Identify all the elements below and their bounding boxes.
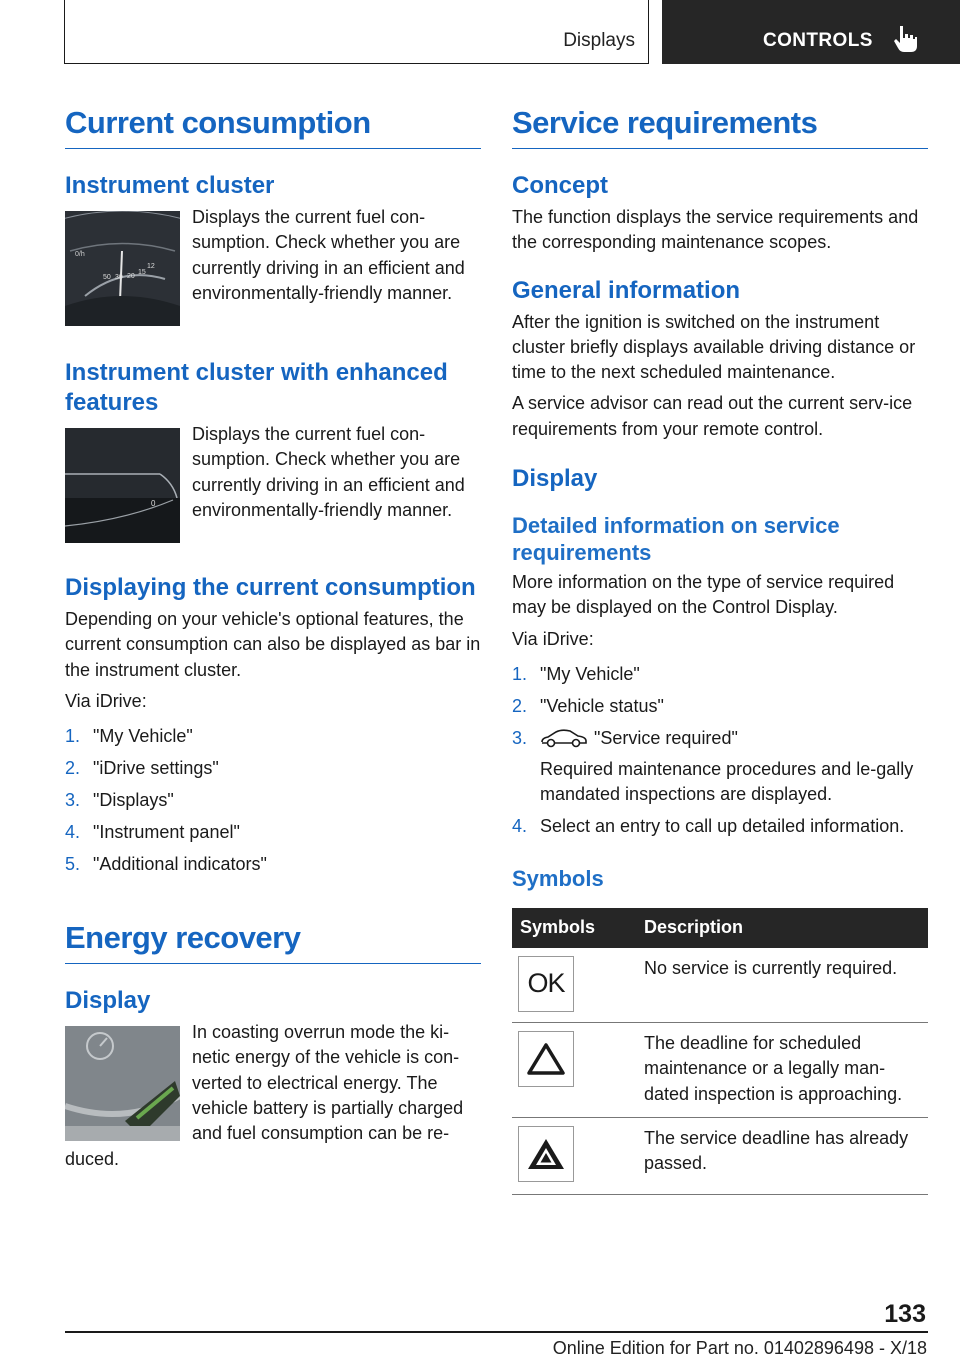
- gauge-label-50: 50: [103, 274, 111, 281]
- ok-symbol: OK: [518, 956, 574, 1012]
- list-item: 2. "iDrive settings": [65, 758, 219, 779]
- displaying-consumption-text: Depending on your vehicle's optional features, the current consumption can also be displayed as bar in the instrument cluster.: [65, 609, 481, 680]
- instrument-cluster-enhanced-figure: [65, 422, 481, 543]
- right-column: [512, 98, 928, 1195]
- list-item: 1. "My Vehicle": [512, 663, 640, 684]
- energy-recovery-text: In coasting overrun mode the ki-netic energy of the vehicle is con-verted to electrical energy. The vehicle battery is partially charged and fuel consumption can be re-duced.: [65, 1022, 464, 1169]
- page-number: 133: [884, 1300, 926, 1328]
- gauge-label-0h: 0/h: [75, 251, 85, 258]
- detailed-information-text: More information on the type of service required may be displayed on the Control Display.: [512, 572, 895, 618]
- enhanced-gauge-label: 0: [151, 499, 156, 508]
- list-item: 5. "Additional indicators": [65, 854, 267, 875]
- enhanced-gauge-image: [65, 428, 180, 543]
- energy-gauge-image: [65, 1026, 180, 1141]
- table-header-symbols: Symbols: [512, 908, 636, 948]
- description-cell: The service deadline has already passed.: [636, 1117, 928, 1195]
- service-via-idrive-text: Via iDrive:: [512, 628, 594, 649]
- left-column: [65, 98, 481, 1172]
- header-section-box: [64, 0, 649, 64]
- table-header-row: [512, 908, 928, 948]
- list-item: 3. "Displays": [65, 790, 174, 811]
- table-row: [512, 948, 928, 1023]
- energy-display-heading: Display: [65, 987, 151, 1015]
- service-requirements-title: Service requirements: [512, 98, 928, 149]
- list-item: 3. "Service required" Required maintenance procedures and le-gally mandated inspections are displayed.: [512, 726, 928, 807]
- header-chapter-box: [662, 0, 960, 64]
- table-row: [512, 1022, 928, 1117]
- car-outline-icon: [540, 728, 588, 748]
- gauge-label-12: 12: [147, 263, 155, 270]
- header-chapter-title: CONTROLS: [763, 30, 873, 51]
- displaying-consumption-heading: Displaying the current consumption: [65, 574, 476, 601]
- list-item: 4. "Instrument panel": [65, 822, 240, 843]
- list-item: 1. "My Vehicle": [65, 726, 193, 747]
- instrument-cluster-heading: Instrument cluster: [65, 172, 275, 199]
- concept-heading: Concept: [512, 172, 608, 199]
- instrument-cluster-enhanced-text: Displays the current fuel con-sumption. Check whether you are currently driving in an efficient and environmentally-friendly manner.: [192, 424, 465, 520]
- detailed-information-heading: Detailed information on service requirements: [512, 513, 840, 566]
- general-information-heading: General information: [512, 276, 741, 304]
- gauge-label-30: 30: [115, 274, 123, 281]
- footer-divider: [65, 1331, 928, 1333]
- energy-recovery-figure: [65, 1020, 481, 1172]
- list-item: 4. Select an entry to call up detailed information.: [512, 815, 905, 836]
- instrument-cluster-enhanced-heading: Instrument cluster with enhanced features: [65, 359, 448, 416]
- warning-triangle-filled-icon: [518, 1126, 574, 1182]
- header-section-title: Displays: [563, 30, 635, 51]
- instrument-cluster-figure: [65, 205, 481, 326]
- consumption-steps-list: [65, 724, 481, 877]
- general-information-text-1: After the ignition is switched on the instrument cluster briefly displays available driving distance or time to the next scheduled maintenance.: [512, 311, 916, 383]
- symbols-heading: Symbols: [512, 865, 604, 891]
- via-idrive-text: Via iDrive:: [65, 690, 147, 711]
- symbols-table: [512, 908, 928, 1195]
- energy-recovery-title: Energy recovery: [65, 913, 481, 964]
- consumption-gauge-image: [65, 211, 180, 326]
- list-item: 2. "Vehicle status": [512, 695, 664, 716]
- instrument-cluster-text: Displays the current fuel con-sumption. Check whether you are currently driving in an efficient and environmentally-friendly manner.: [192, 207, 465, 303]
- table-row: [512, 1117, 928, 1195]
- service-steps-list: [512, 662, 928, 839]
- current-consumption-title: Current consumption: [65, 98, 481, 149]
- table-header-description: Description: [636, 908, 928, 948]
- pointing-hand-icon: [892, 24, 918, 54]
- service-display-heading: Display: [512, 465, 598, 493]
- general-information-text-2: A service advisor can read out the current serv-ice requirements from your remote control.: [512, 393, 913, 439]
- description-cell: No service is currently required.: [636, 948, 928, 1023]
- concept-text: The function displays the service requirements and the corresponding maintenance scopes.: [512, 207, 919, 253]
- gauge-label-15: 15: [138, 269, 146, 276]
- warning-triangle-outline-icon: [518, 1031, 574, 1087]
- description-cell: The deadline for scheduled maintenance or a legally man-dated inspection is approaching.: [636, 1022, 928, 1117]
- gauge-label-20: 20: [127, 273, 135, 280]
- service-step-3-sub: Required maintenance procedures and le-gally mandated inspections are displayed.: [540, 758, 914, 804]
- footer-edition-text: Online Edition for Part no. 01402896498 - X/18: [552, 1338, 927, 1358]
